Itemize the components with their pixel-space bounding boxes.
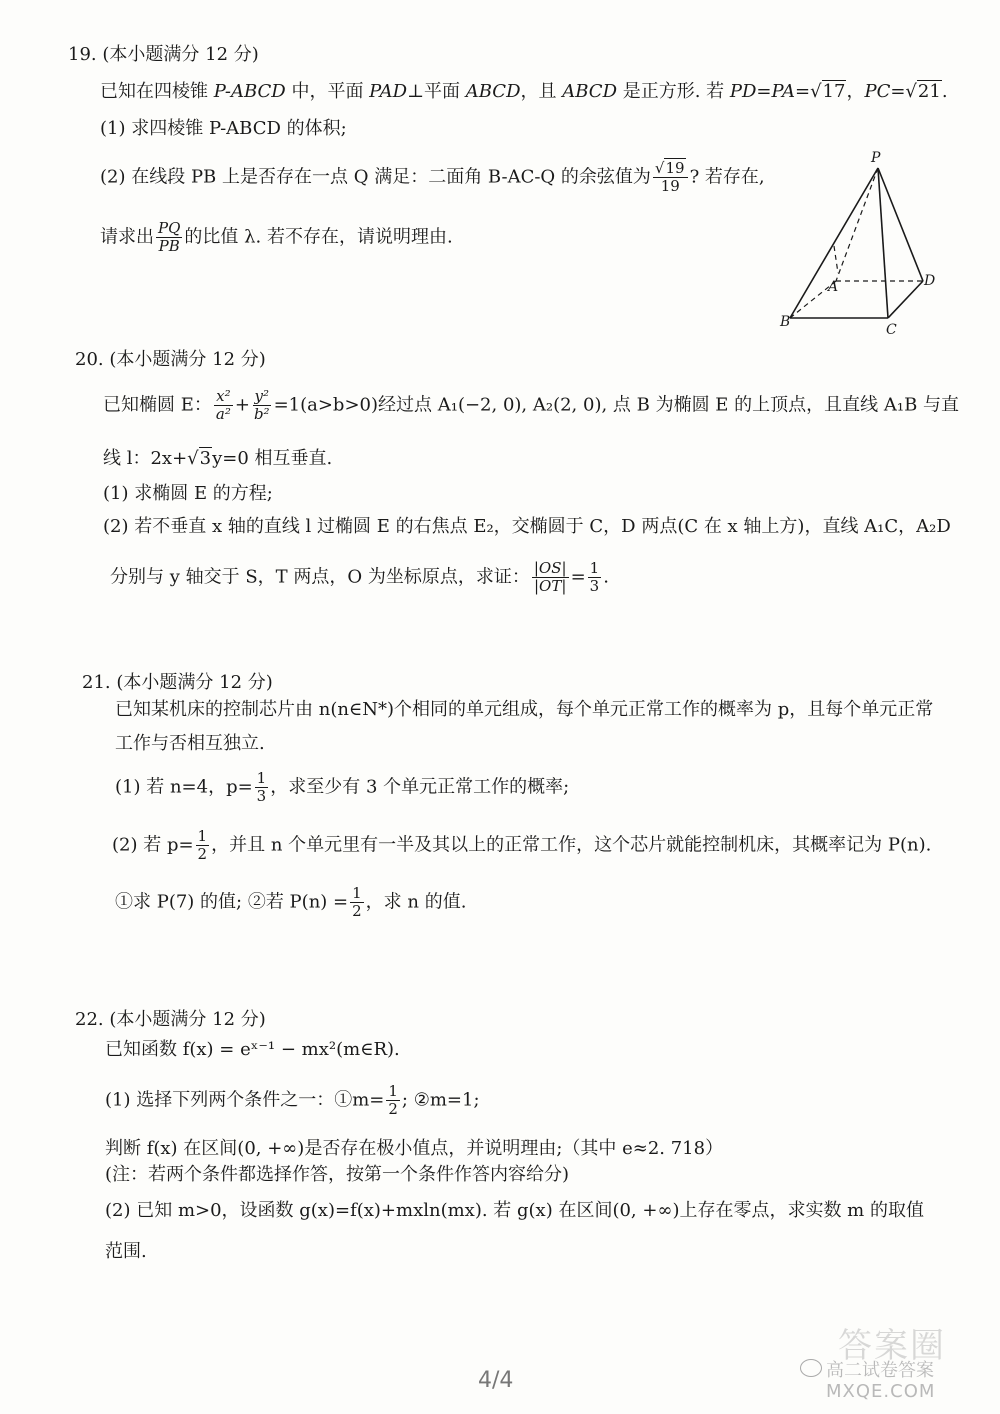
label-a: A bbox=[828, 279, 839, 295]
label-c: C bbox=[886, 322, 897, 338]
watermark-url: MXQE.COM bbox=[826, 1381, 936, 1402]
cos-fraction: $\frac{√19}{19}$ bbox=[653, 160, 688, 195]
q20-stem: 已知椭圆 E： $\frac{\text{x²}}{\text{a²}}$ + $\frac{\text{y²}}{\text{b²}}$ =1(a>b>0)经过点 A₁(−2, 0), A₂(2, 0), 点 B 为椭圆 E 的上顶点，且直线 A₁B 与直 bbox=[103, 387, 960, 423]
q19-number: 19. bbox=[68, 44, 97, 65]
q19-part1: (1) 求四棱锥 P-ABCD 的体积; bbox=[100, 118, 347, 139]
q20-part2: (2) 若不垂直 x 轴的直线 l 过椭圆 E 的右焦点 E₂，交椭圆于 C，D 两点(C 在 x 轴上方)，直线 A₁C，A₂D bbox=[103, 516, 951, 537]
label-d: D bbox=[924, 273, 936, 289]
q19-stem: 已知在四棱锥 P-ABCD 中，平面 PAD⊥平面 ABCD，且 ABCD 是正方形. 若 PD=PA=√17，PC=√21. bbox=[100, 81, 948, 102]
wechat-icon bbox=[800, 1359, 822, 1377]
label-p: P bbox=[871, 150, 881, 166]
edge-hidden bbox=[834, 246, 838, 273]
edge-pb bbox=[790, 168, 878, 318]
q22-note: (注：若两个条件都选择作答，按第一个条件作答内容给分) bbox=[105, 1164, 570, 1185]
q21-part1: (1) 若 n=4，p= $\frac{1}{3}$ ，求至少有 3 个单元正常工作的概率; bbox=[115, 769, 570, 805]
q20-header: 20. (本小题满分 12 分) bbox=[75, 349, 266, 370]
q21-stem-cont: 工作与否相互独立. bbox=[115, 733, 265, 754]
q22-part2: (2) 已知 m>0，设函数 g(x)=f(x)+mxln(mx). 若 g(x) 在区间(0, +∞)上存在零点，求实数 m 的取值 bbox=[105, 1200, 924, 1221]
edge-cd bbox=[888, 281, 923, 318]
ratio-fraction: $\frac{PQ}{PB}$ bbox=[158, 219, 181, 255]
watermark-text: 高二试卷答案 bbox=[826, 1360, 934, 1381]
q22-judge: 判断 f(x) 在区间(0, +∞)是否存在极小值点，并说明理由;（其中 e≈2. 718） bbox=[105, 1138, 724, 1159]
q20-part1: (1) 求椭圆 E 的方程; bbox=[103, 483, 273, 504]
page-number: 4/4 bbox=[478, 1368, 514, 1393]
label-b: B bbox=[780, 314, 791, 330]
q19-part2-cont: 请求出 $\frac{PQ}{PB}$ 的比值 λ. 若不存在，请说明理由. bbox=[100, 219, 453, 255]
q21-sub: ①求 P(7) 的值; ②若 P(n) = $\frac{1}{2}$ ，求 n 的值. bbox=[115, 884, 467, 920]
q22-part1: (1) 选择下列两个条件之一：①m= $\frac{1}{2}$ ; ②m=1; bbox=[105, 1082, 480, 1118]
q19-header bbox=[68, 40, 259, 66]
q21-header: 21. (本小题满分 12 分) bbox=[82, 672, 273, 693]
edge-pa bbox=[836, 168, 878, 281]
q19-score: (本小题满分 12 分) bbox=[102, 44, 259, 65]
q20-part2-cont: 分别与 y 轴交于 S，T 两点，O 为坐标原点，求证： $\frac{|OS|}{|OT|}$ = $\frac{1}{3}$ . bbox=[110, 559, 609, 595]
q19-part2: (2) 在线段 PB 上是否存在一点 Q 满足：二面角 B-AC-Q 的余弦值为 $\frac{√19}{19}$ ? 若存在, bbox=[100, 159, 765, 195]
q21-part2: (2) 若 p= $\frac{1}{2}$ ，并且 n 个单元里有一半及其以上的正常工作，这个芯片就能控制机床，其概率记为 P(n). bbox=[112, 827, 932, 863]
pyramid-figure bbox=[778, 148, 948, 338]
watermark-logo: 答案圈 bbox=[838, 1326, 946, 1366]
q22-part2-cont: 范围. bbox=[105, 1241, 147, 1262]
q20-stem-cont: 线 l：2x+√3y=0 相互垂直. bbox=[103, 448, 333, 469]
q22-stem: 已知函数 f(x) = eˣ⁻¹ − mx²(m∈R). bbox=[105, 1039, 400, 1060]
q22-header: 22. (本小题满分 12 分) bbox=[75, 1009, 266, 1030]
q21-stem: 已知某机床的控制芯片由 n(n∈N*)个相同的单元组成，每个单元正常工作的概率为 p，且每个单元正常 bbox=[115, 699, 934, 720]
